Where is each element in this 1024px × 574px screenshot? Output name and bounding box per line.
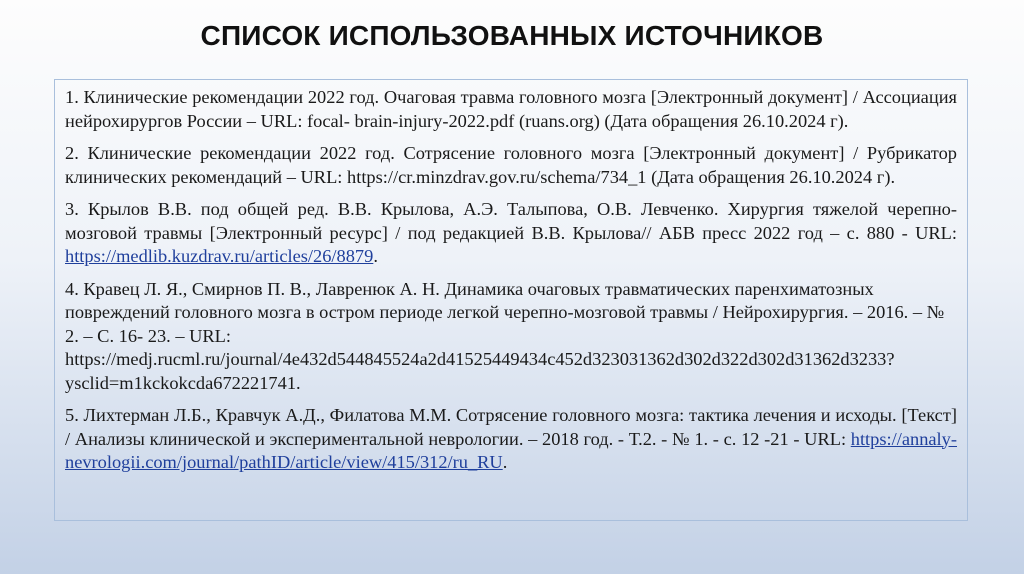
source-item-3 [65,198,957,269]
source-link[interactable]: https://medlib.kuzdrav.ru/articles/26/8879 [65,246,374,266]
source-text: 2. Клинические рекомендации 2022 год. Сотрясение головного мозга [Электронный документ] / Рубрикатор клинических рекомендаций – URL: https://cr.minzdrav.gov.ru/schema/734_1 (Дата обращения 26.10.2024 г). [65,143,957,187]
source-item-4 [65,278,957,396]
sources-list [54,79,968,521]
source-suffix: . [502,452,508,472]
source-text: 3. Крылов В.В. под общей ред. В.В. Крылова, А.Э. Талыпова, О.В. Левченко. Хирургия тяжелой черепно-мозговой травмы [Электронный ресурс] / под редакцией В.В. Крылова// АБВ пресс 2022 год – с. 880 - URL: [65,199,957,243]
source-link[interactable]: https://annaly-nevrologii.com/journal/pathID/article/view/415/312/ru_RU [65,428,957,472]
source-item-2 [65,142,957,189]
slide-title: СПИСОК ИСПОЛЬЗОВАННЫХ ИСТОЧНИКОВ [200,20,824,51]
source-suffix: . [373,246,378,266]
source-item-5 [65,404,957,475]
source-text: 5. Лихтерман Л.Б., Кравчук А.Д., Филатова М.М. Сотрясение головного мозга: тактика лечения и исходы. [Текст] / Анализы клинической и экспериментальной неврологии. – 2018 год. - Т.2. - № 1. - с. 12 -21 - URL: [65,405,957,449]
source-item-1 [65,86,957,133]
source-text: 4. Кравец Л. Я., Смирнов П. В., Лавренюк А. Н. Динамика очаговых травматических паренхиматозных повреждений головного мозга в остром периоде легкой черепно-мозговой травмы / Нейрохирургия. – 2016. – № 2. – С. 16- 23. – URL: https://medj.rucml.ru/journal/4e432d544845524a2d41525449434c452d323031362d302d322d302d31362d3233?ysclid=m1kckokcda672221741. [65,278,945,393]
source-text: 1. Клинические рекомендации 2022 год. Очаговая травма головного мозга [Электронный документ] / Ассоциация нейрохирургов России – URL: focal- brain-injury-2022.pdf (ruans.org) (Дата обращения 26.10.2024 г). [65,87,957,131]
